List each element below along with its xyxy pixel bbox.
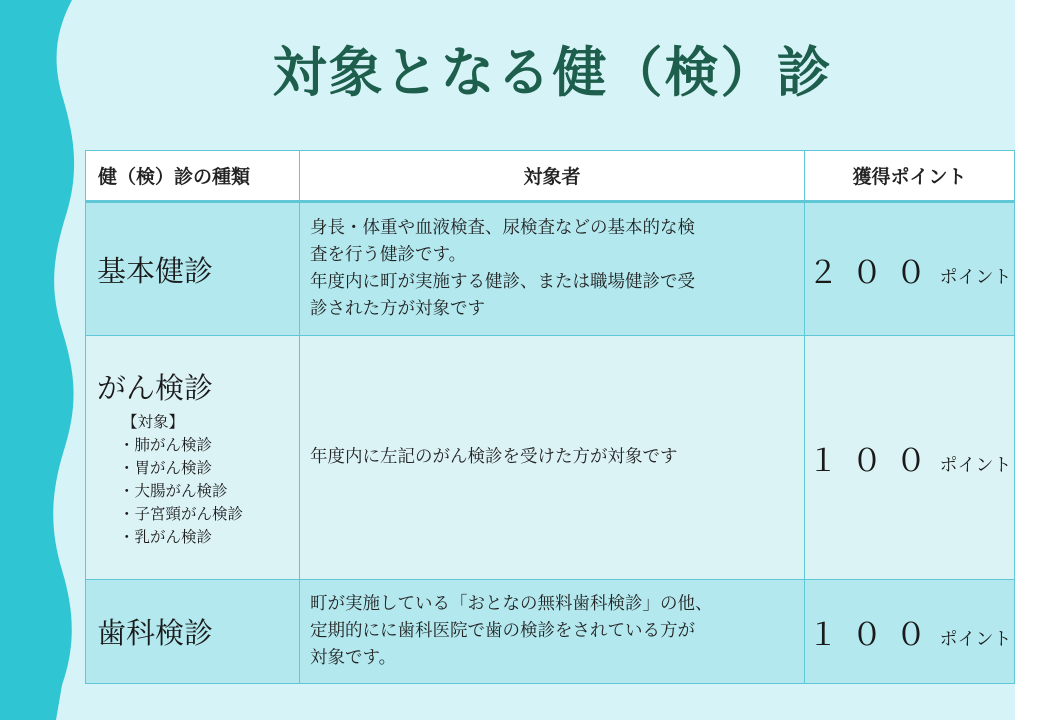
- checkup-name: 歯科検診: [97, 616, 214, 650]
- description-cell: [300, 336, 805, 580]
- table-row-cancer-screening: [86, 336, 1015, 580]
- points-value: １００: [807, 617, 940, 653]
- description-cell: [300, 580, 805, 684]
- target-heading: 【対象】: [122, 413, 185, 431]
- description-line: 定期的にに歯科医院で歯の検診をされている方が: [310, 621, 695, 641]
- target-item: ・肺がん検診: [119, 436, 213, 454]
- description-line: 診された方が対象です: [310, 299, 485, 319]
- target-item: ・乳がん検診: [119, 528, 213, 546]
- description-cell: [300, 202, 805, 336]
- description-line: 年度内に町が実施する健診、または職場健診で受: [310, 272, 695, 292]
- points-unit: ポイント: [939, 266, 1012, 288]
- header-target: 対象者: [300, 151, 805, 202]
- target-list: [97, 411, 298, 549]
- type-cell: [86, 202, 300, 336]
- description-line: 対象です。: [310, 648, 397, 668]
- checkup-table: [85, 150, 1015, 684]
- type-cell: [86, 580, 300, 684]
- target-item: ・胃がん検診: [119, 459, 213, 477]
- points-value: ２００: [807, 254, 940, 291]
- points-cell: [805, 202, 1015, 336]
- points-cell: [805, 336, 1015, 580]
- page-title: 対象となる健（検）診: [272, 41, 833, 104]
- checkup-name: がん検診: [97, 371, 214, 405]
- target-item: ・子宮頸がん検診: [119, 505, 244, 523]
- type-cell: [86, 336, 300, 580]
- points-value: １００: [807, 443, 940, 479]
- checkup-name: 基本健診: [97, 253, 214, 288]
- table-row-basic-checkup: [86, 202, 1015, 336]
- points-unit: ポイント: [939, 455, 1012, 476]
- target-item: ・大腸がん検診: [119, 482, 228, 500]
- table-row-dental-checkup: [86, 580, 1015, 684]
- description-line: 町が実施している「おとなの無料歯科検診」の他、: [310, 594, 713, 614]
- description-line: 年度内に左記のがん検診を受けた方が対象です: [310, 447, 678, 467]
- points-unit: ポイント: [939, 629, 1012, 650]
- description-line: 査を行う健診です。: [310, 245, 467, 265]
- header-points: 獲得ポイント: [805, 151, 1015, 202]
- points-cell: [805, 580, 1015, 684]
- table-header-row: [86, 151, 1015, 202]
- header-type: 健（検）診の種類: [86, 151, 300, 202]
- description-line: 身長・体重や血液検査、尿検査などの基本的な検: [310, 218, 695, 238]
- wave-decoration: [0, 0, 90, 720]
